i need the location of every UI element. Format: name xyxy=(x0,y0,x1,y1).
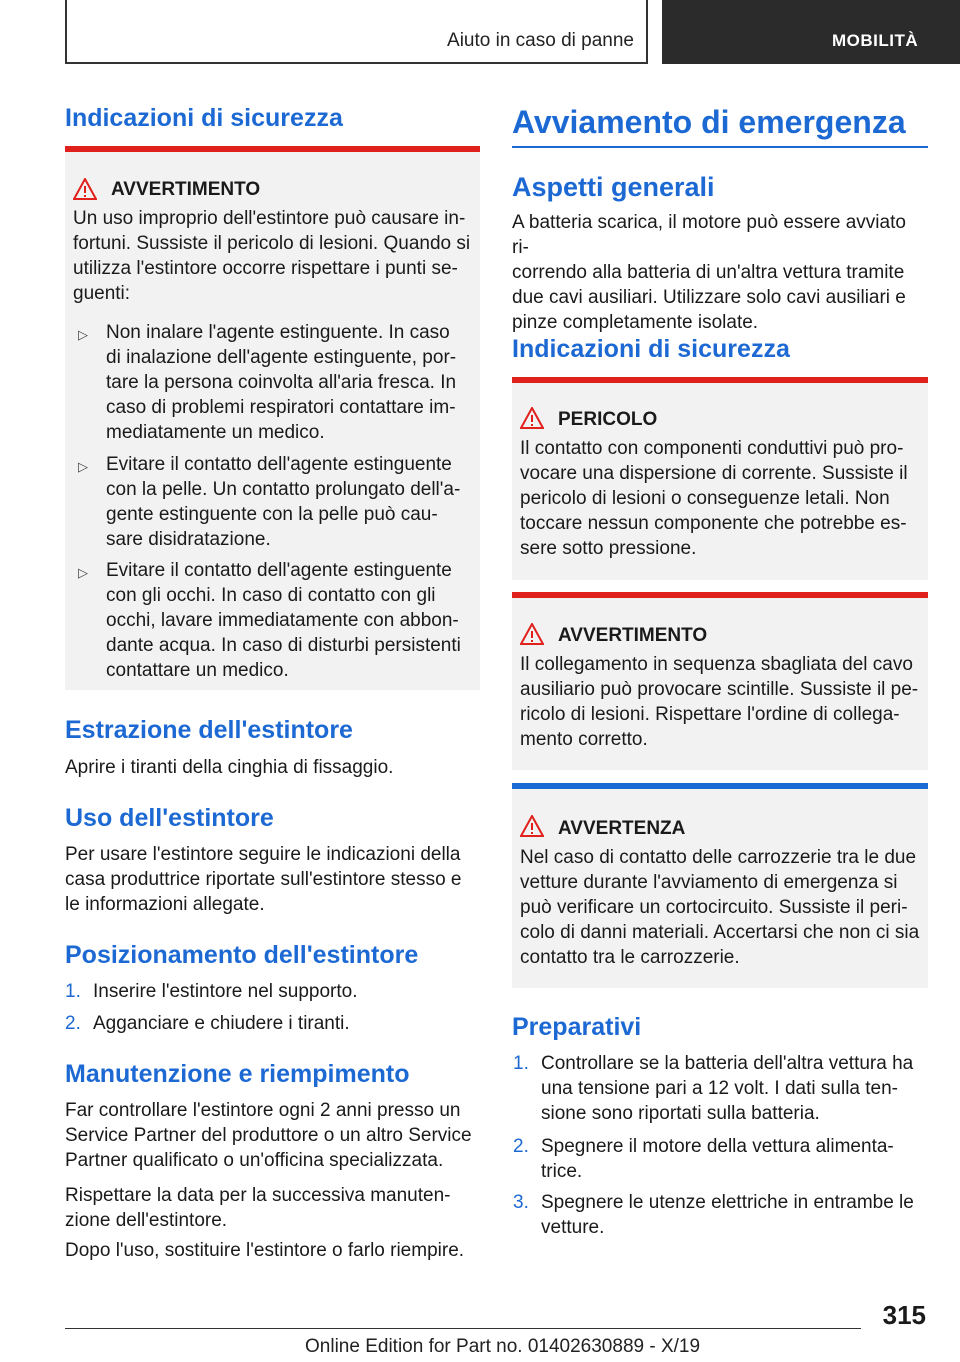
danger-text: Il contatto con componenti conduttivi può pro- vocare una dispersione di corrente. Sussiste il pericolo di lesioni o conseguenze letali. Non toccare nessun componente che potrebbe es- sere sotto pressione. xyxy=(520,438,908,559)
bullet-triangle-icon: ▷ xyxy=(78,565,88,580)
heading-emergency-start: Avviamento di emergenza xyxy=(512,104,906,140)
warning-title: AVVERTIMENTO xyxy=(558,625,708,646)
list-item: ▷ Non inalare l'agente estinguente. In caso di inalazione dell'agente estinguente, por- tare la persona coinvolta all'aria fresca. In caso di problemi respiratori contattare im- mediatamente un medico. xyxy=(78,322,457,443)
warning-triangle-icon xyxy=(73,178,97,200)
footer-edition: Online Edition for Part no. 01402630889 - X/19 xyxy=(305,1336,701,1357)
paragraph-use: Per usare l'estintore seguire le indicazioni della casa produttrice riportate sull'estintore stesso e le informazioni allegate. xyxy=(65,844,462,915)
warning-text: Un uso improprio dell'estintore può causare in- fortuni. Sussiste il pericolo di lesioni. Quando si utilizza l'estintore occorre rispettare i punti se- guenti: xyxy=(73,208,471,304)
warning-title: AVVERTIMENTO xyxy=(111,179,261,200)
bullet-triangle-icon: ▷ xyxy=(78,459,88,474)
paragraph-maintenance-2: Rispettare la data per la successiva manuten- zione dell'estintore. xyxy=(65,1185,451,1231)
paragraph-maintenance-3: Dopo l'uso, sostituire l'estintore o farlo riempire. xyxy=(65,1240,465,1261)
notice-box xyxy=(512,783,928,988)
bullet-triangle-icon: ▷ xyxy=(78,327,88,342)
warning-box-extinguisher xyxy=(65,146,480,690)
list-item: 2. Spegnere il motore della vettura alimenta- trice. xyxy=(513,1136,894,1182)
list-item: ▷ Evitare il contatto dell'agente estinguente con gli occhi. In caso di contatto con gli occhi, lavare immediatamente con abbon- dante acqua. In caso di disturbi persistenti contattare un medico. xyxy=(78,560,461,681)
paragraph-maintenance-1: Far controllare l'estintore ogni 2 anni presso un Service Partner del produttore o un altro Service Partner qualificato o un'officina specializzata. xyxy=(65,1100,472,1171)
heading-safety-left: Indicazioni di sicurezza xyxy=(65,104,343,132)
warning-box-cable xyxy=(512,592,928,770)
warning-text: Il collegamento in sequenza sbagliata del cavo ausiliario può provocare scintille. Sussiste il pe- ricolo di lesioni. Rispettare l'ordine di collega- mento corretto. xyxy=(520,654,919,750)
danger-title: PERICOLO xyxy=(558,409,658,430)
list-item: 3. Spegnere le utenze elettriche in entrambe le vetture. xyxy=(513,1192,914,1238)
list-item: 1. Controllare se la batteria dell'altra vettura ha una tensione pari a 12 volt. I dati sulla ten- sione sono riportati sulla batteria. xyxy=(513,1053,914,1124)
header-chapter-label: MOBILITÀ xyxy=(832,31,919,50)
footer-divider xyxy=(65,1328,861,1329)
page-number: 315 xyxy=(882,1300,926,1330)
header-section-title: Aiuto in caso di panne xyxy=(447,30,634,51)
warning-triangle-icon xyxy=(520,623,544,645)
heading-positioning: Posizionamento dell'estintore xyxy=(65,941,419,969)
list-item: 1. Inserire l'estintore nel supporto. xyxy=(65,981,358,1002)
heading-underline xyxy=(512,146,928,148)
list-item: ▷ Evitare il contatto dell'agente estinguente con la pelle. Un contatto prolungato dell'a- gente estinguente con la pelle può cau- sare disidratazione. xyxy=(78,454,461,550)
heading-preparation: Preparativi xyxy=(512,1013,642,1041)
heading-extraction: Estrazione dell'estintore xyxy=(65,716,353,744)
header-chapter-tab xyxy=(662,0,960,64)
paragraph-extraction: Aprire i tiranti della cinghia di fissaggio. xyxy=(65,757,394,778)
heading-maintenance: Manutenzione e riempimento xyxy=(65,1060,410,1088)
paragraph-general: A batteria scarica, il motore può essere avviato ri- correndo alla batteria di un'altra vettura tramite due cavi ausiliari. Utilizzare solo cavi ausiliari e pinze completamente isolate. xyxy=(512,212,906,333)
warning-triangle-icon xyxy=(520,815,544,837)
notice-text: Nel caso di contatto delle carrozzerie tra le due vetture durante l'avviamento di emergenza si può verificare un cortocircuito. Sussiste il peri- colo di danni materiali. Accertarsi che non ci sia contatto tra le carrozzerie. xyxy=(520,847,920,968)
notice-title: AVVERTENZA xyxy=(558,818,686,839)
list-item: 2. Agganciare e chiudere i tiranti. xyxy=(65,1013,350,1034)
heading-general: Aspetti generali xyxy=(512,172,715,202)
heading-use: Uso dell'estintore xyxy=(65,804,274,832)
danger-box xyxy=(512,377,928,580)
heading-safety-right: Indicazioni di sicurezza xyxy=(512,335,790,363)
warning-triangle-icon xyxy=(520,407,544,429)
